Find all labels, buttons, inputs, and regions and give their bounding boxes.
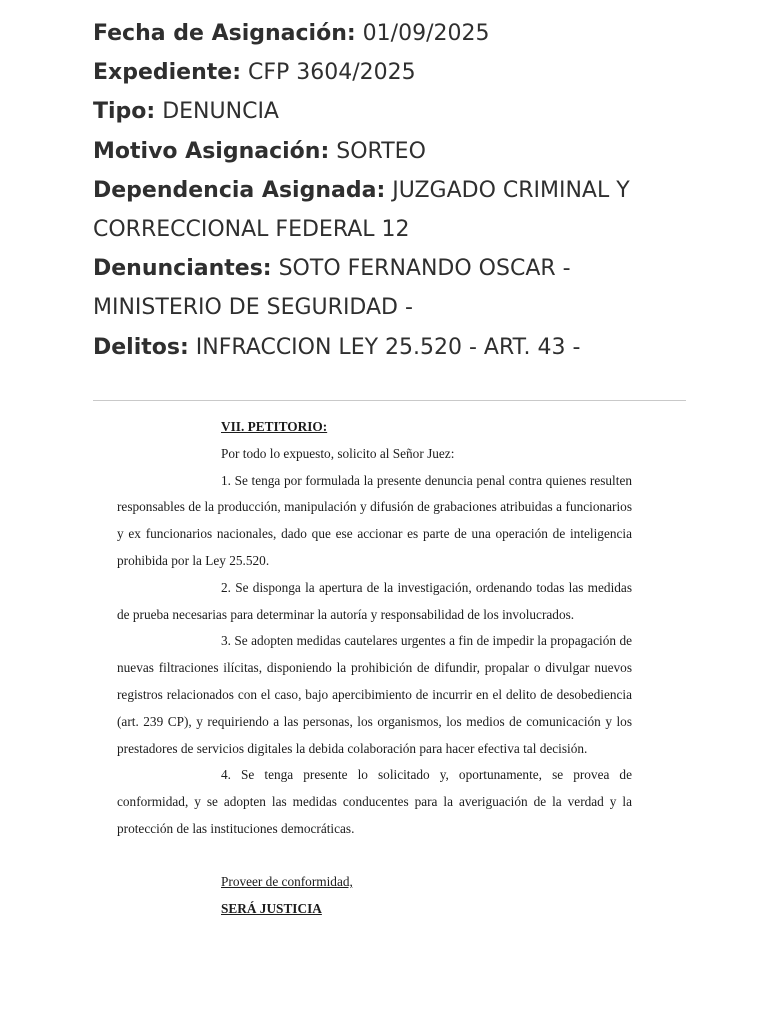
closing-gap xyxy=(117,843,632,869)
denunciantes-value-1: SOTO FERNANDO OSCAR - xyxy=(278,256,571,282)
petition-item-2: 2. Se disponga la apertura de la investigación, ordenando todas las medidas de prueba necesarias para determinar la autoría y responsabilidad de los involucrados. xyxy=(117,579,632,622)
tipo-value: DENUNCIA xyxy=(162,99,279,125)
delitos-label: Delitos: xyxy=(93,334,189,360)
motivo-row xyxy=(93,132,713,171)
delitos-value: INFRACCION LEY 25.520 - ART. 43 - xyxy=(195,334,581,360)
denunciantes-label: Denunciantes: xyxy=(93,256,272,282)
expediente-value: CFP 3604/2025 xyxy=(248,60,416,86)
tipo-label: Tipo: xyxy=(93,99,156,125)
dependencia-row xyxy=(93,171,713,210)
closing-signature: SERÁ JUSTICIA xyxy=(221,900,322,916)
fecha-label: Fecha de Asignación: xyxy=(93,21,356,46)
dependencia-value-1: JUZGADO CRIMINAL Y xyxy=(392,177,630,203)
fecha-row xyxy=(93,14,713,53)
expediente-row xyxy=(93,53,713,92)
closing-line: Proveer de conformidad, xyxy=(221,873,353,889)
delitos-row xyxy=(93,328,713,367)
tipo-row xyxy=(93,92,713,131)
fecha-value: 01/09/2025 xyxy=(362,21,490,46)
expediente-label: Expediente: xyxy=(93,60,241,86)
motivo-value: SORTEO xyxy=(336,138,426,164)
section-title: VII. PETITORIO: xyxy=(221,419,328,434)
denunciantes-row-cont xyxy=(93,288,713,327)
denunciantes-row xyxy=(93,249,713,288)
petition-item-4: 4. Se tenga presente lo solicitado y, oportunamente, se provea de conformidad, y se adopten las medidas conducentes para la averiguación de la verdad y la protección de las instituciones democráticas. xyxy=(117,767,632,836)
intro-paragraph: Por todo lo expuesto, solicito al Señor Juez: xyxy=(221,445,455,461)
section-divider xyxy=(93,400,686,401)
denunciantes-value-2: MINISTERIO DE SEGURIDAD - xyxy=(93,295,413,321)
petitorio-document xyxy=(117,414,632,922)
petition-item-3: 3. Se adopten medidas cautelares urgentes a fin de impedir la propagación de nuevas filtraciones ilícitas, disponiendo la prohibición de difundir, propalar o divulgar nuevos registros relacionados con el caso, bajo apercibimiento de incurrir en el delito de desobediencia (art. 239 CP), y requiriendo a las personas, los organismos, los medios de comunicación y los prestadores de servicios digitales la debida colaboración para hacer efectiva tal decisión. xyxy=(117,633,632,756)
petition-item-1: 1. Se tenga por formulada la presente denuncia penal contra quienes resulten responsables de la producción, manipulación y difusión de grabaciones atribuidas a funcionarios y ex funcionarios nacionales, dado que ese accionar es parte de una operación de inteligencia prohibida por la Ley 25.520. xyxy=(117,472,632,568)
dependencia-value-2: CORRECCIONAL FEDERAL 12 xyxy=(93,217,410,243)
case-header xyxy=(93,14,713,367)
motivo-label: Motivo Asignación: xyxy=(93,138,330,164)
dependencia-label: Dependencia Asignada: xyxy=(93,177,386,203)
dependencia-row-cont xyxy=(93,210,713,249)
